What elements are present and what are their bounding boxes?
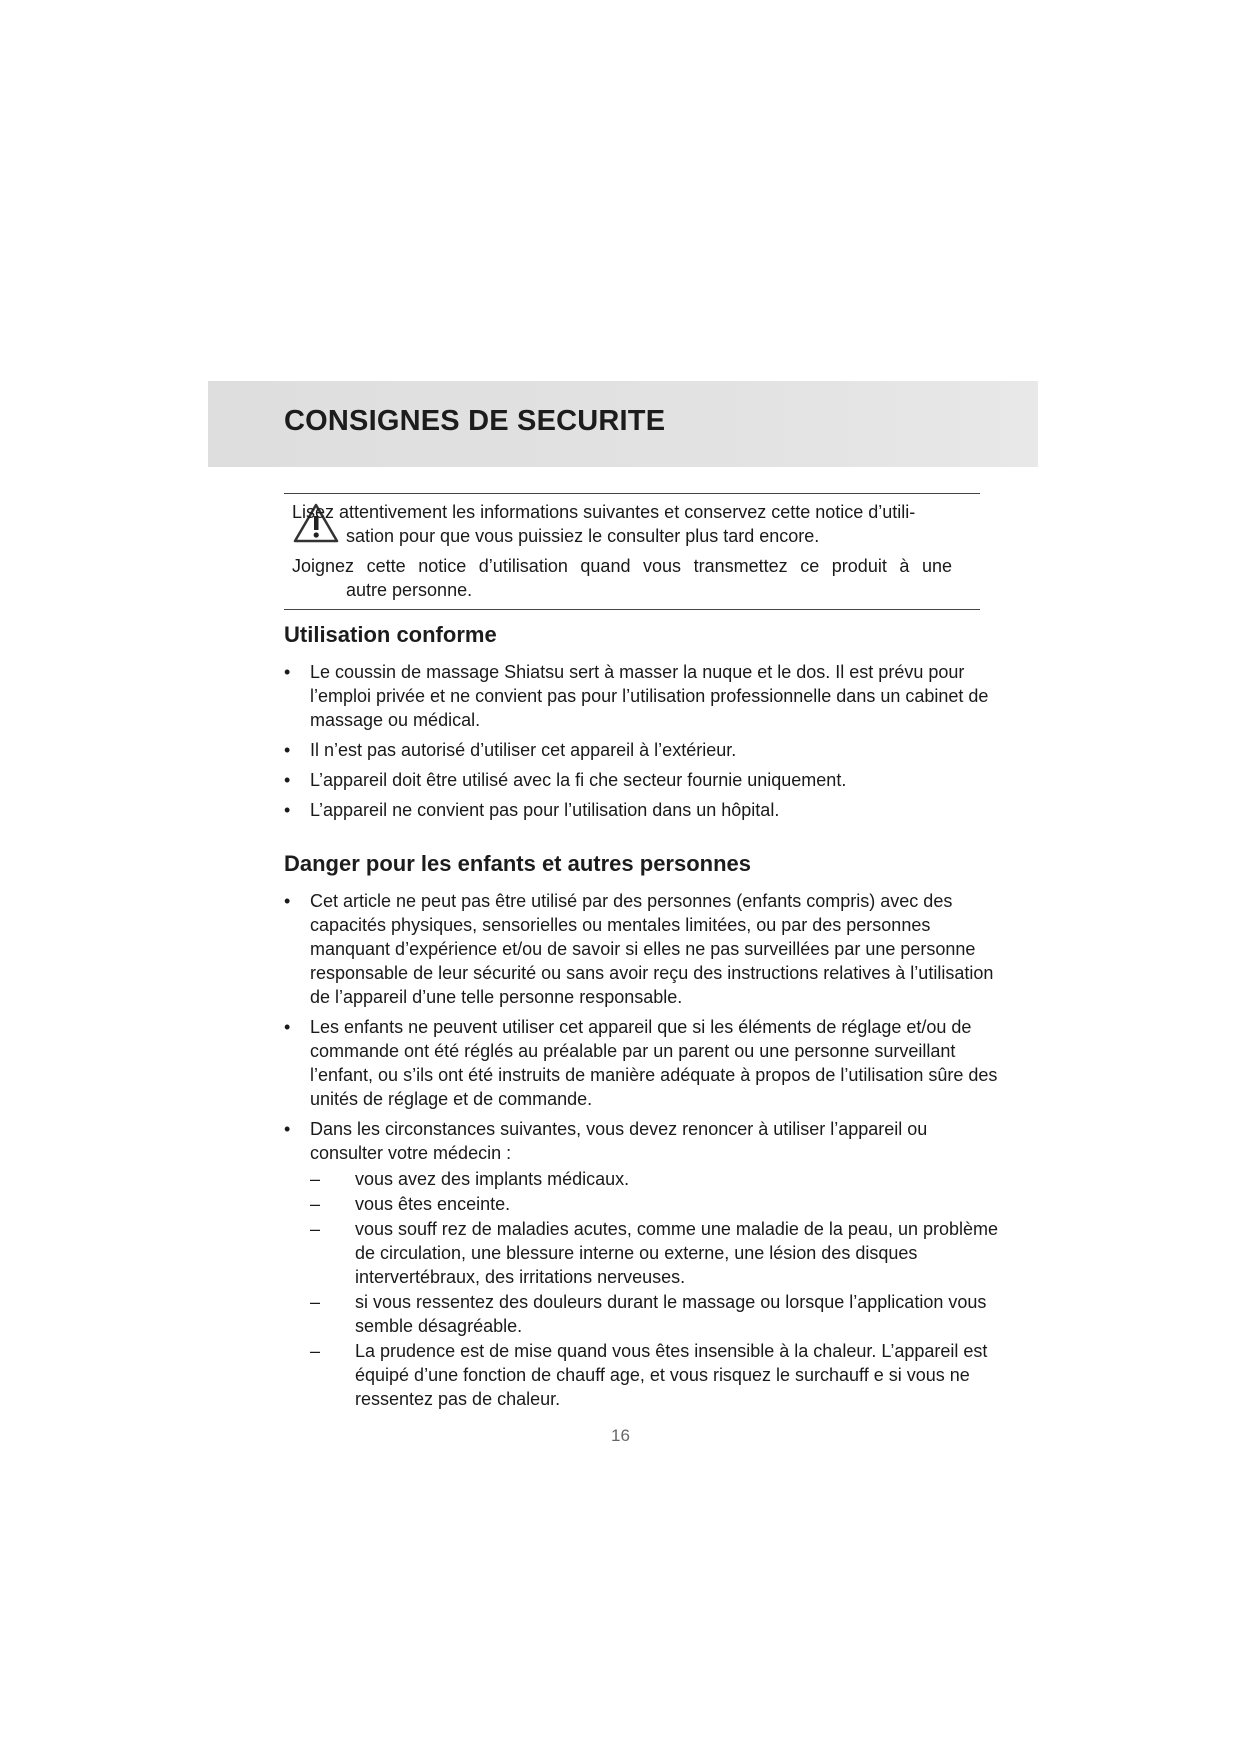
notice-p2-line1: Joignez cette notice d’utilisation quand vous transmettez ce produit à une xyxy=(292,556,952,576)
list-item-text: Les enfants ne peuvent utiliser cet appareil que si les éléments de réglage et/ou de commande ont été réglés au préalable par un parent ou une personne surveillant l’enfant, ou s’ils ont été instruits de manière adéquate à propos de l’utilisation sûre des unités de réglage et de commande. xyxy=(310,1017,998,1109)
notice-p1-line2: sation pour que vous puissiez le consulter plus tard encore. xyxy=(346,526,820,546)
bullet-marker: • xyxy=(284,740,291,760)
list-item-text: Il n’est pas autorisé d’utiliser cet appareil à l’extérieur. xyxy=(310,740,737,760)
sub-list-item-text: si vous ressentez des douleurs durant le massage ou lorsque l’application vous semble désagréable. xyxy=(355,1292,987,1336)
sub-list-item xyxy=(310,1192,1000,1216)
list-item xyxy=(284,889,1000,1009)
danger-list xyxy=(284,889,1000,1417)
read-instructions-notice xyxy=(284,493,980,610)
sub-list-item xyxy=(310,1167,1000,1191)
sub-list-item-text: vous êtes enceinte. xyxy=(355,1194,511,1214)
page-title: CONSIGNES DE SECURITE xyxy=(284,405,666,437)
notice-paragraph-1 xyxy=(292,500,952,548)
bullet-marker: • xyxy=(284,1017,291,1037)
dash-marker: – xyxy=(310,1194,321,1214)
sub-list-item-text: vous souff rez de maladies acutes, comme une maladie de la peau, un problème de circulation, une blessure interne ou externe, une lésion des disques intervertébraux, des irritations nerveuses. xyxy=(355,1219,999,1287)
list-item xyxy=(284,1015,1000,1111)
list-item-text: L’appareil doit être utilisé avec la fi che secteur fournie uniquement. xyxy=(310,770,847,790)
bullet-marker: • xyxy=(284,770,291,790)
section-title-danger: Danger pour les enfants et autres personnes xyxy=(284,851,752,876)
page-number: 16 xyxy=(611,1426,630,1445)
list-item xyxy=(284,1117,1000,1411)
sub-list-item-text: La prudence est de mise quand vous êtes insensible à la chaleur. L’appareil est équipé d’une fonction de chauff age, et vous risquez le surchauff e si vous ne ressentez pas de chaleur. xyxy=(355,1341,988,1409)
section-header-band xyxy=(208,381,1038,467)
list-item xyxy=(284,798,1000,822)
list-item xyxy=(284,660,1000,732)
dash-marker: – xyxy=(310,1169,321,1189)
list-item-text: Le coussin de massage Shiatsu sert à masser la nuque et le dos. Il est prévu pour l’emploi privée et ne convient pas pour l’utilisation professionnelle dans un cabinet de massage ou médical. xyxy=(310,662,989,730)
list-item-text: L’appareil ne convient pas pour l’utilisation dans un hôpital. xyxy=(310,800,780,820)
bullet-marker: • xyxy=(284,800,291,820)
medical-conditions-sublist xyxy=(310,1167,1000,1411)
bullet-marker: • xyxy=(284,1119,291,1139)
dash-marker: – xyxy=(310,1292,321,1312)
list-item xyxy=(284,768,1000,792)
utilisation-list xyxy=(284,660,1000,828)
sub-list-item-text: vous avez des implants médicaux. xyxy=(355,1169,630,1189)
sub-list-item xyxy=(310,1217,1000,1289)
notice-p2-line2: autre personne. xyxy=(346,580,473,600)
notice-paragraph-2 xyxy=(292,554,952,602)
notice-p1-line1: Lisez attentivement les informations suivantes et conservez cette notice d’utili- xyxy=(292,502,916,522)
sub-list-item xyxy=(310,1290,1000,1338)
list-item-text: Cet article ne peut pas être utilisé par des personnes (enfants compris) avec des capacités physiques, sensorielles ou mentales limitées, ou par des personnes manquant d’expérience et/ou de savoir si elles ne pas surveillées par une personne responsable de leur sécurité ou sans avoir reçu des instructions relatives à l’utilisation de l’appareil d’une telle personne responsable. xyxy=(310,891,994,1007)
list-item xyxy=(284,738,1000,762)
sub-list-item xyxy=(310,1339,1000,1411)
bullet-marker: • xyxy=(284,662,291,682)
dash-marker: – xyxy=(310,1219,321,1239)
bullet-marker: • xyxy=(284,891,291,911)
section-title-utilisation: Utilisation conforme xyxy=(284,622,497,647)
dash-marker: – xyxy=(310,1341,321,1361)
list-item-text: Dans les circonstances suivantes, vous devez renoncer à utiliser l’appareil ou consulter votre médecin : xyxy=(310,1119,928,1163)
